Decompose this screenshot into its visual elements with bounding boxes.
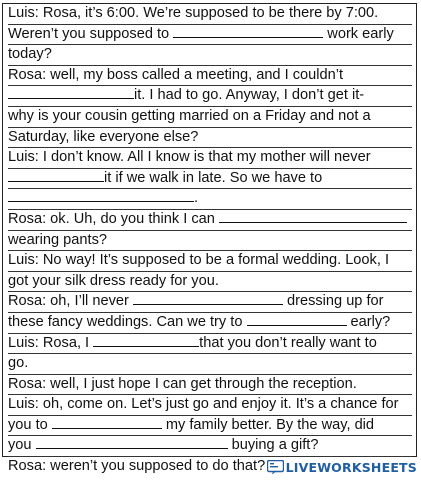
dialogue-line [8, 313, 412, 334]
dialogue-text: Luis: oh, come on. Let’s just go and enjoy it. It’s a chance for [8, 396, 399, 413]
dialogue-line [8, 4, 412, 25]
dialogue-text: you [8, 437, 36, 454]
dialogue-text: Rosa: well, my boss called a meeting, and I couldn’t [8, 66, 344, 83]
dialogue-text: Rosa: oh, I’ll never [8, 293, 133, 310]
dialogue-text: these fancy weddings. Can we try to [8, 313, 247, 330]
answer-blank[interactable] [219, 210, 407, 223]
dialogue-text: Luis: Rosa, it’s 6:00. We’re supposed to be there by 7:00. [8, 5, 379, 21]
dialogue-text: . [194, 190, 199, 207]
dialogue-text: Saturday, like everyone else? [8, 128, 199, 145]
answer-blank[interactable] [8, 189, 194, 202]
dialogue-text: Rosa: well, I just hope I can get through the reception. [8, 375, 357, 392]
dialogue-text: dressing up for [282, 293, 384, 310]
dialogue-text: wearing pants? [8, 231, 107, 248]
dialogue-text: my family better. By the way, did [161, 416, 375, 433]
dialogue-line [8, 231, 412, 252]
answer-blank[interactable] [173, 25, 323, 38]
dialogue-line [8, 354, 412, 375]
dialogue-line [8, 210, 412, 231]
brand-text: LIVEWORKSHEETS [285, 460, 417, 475]
dialogue-line [8, 66, 412, 87]
dialogue-line [8, 436, 412, 457]
answer-blank[interactable] [247, 313, 347, 326]
footer [0, 457, 421, 480]
dialogue-text: go. [8, 355, 29, 372]
liveworksheets-logo-icon [267, 460, 284, 475]
dialogue-line [8, 251, 412, 272]
dialogue-line [8, 395, 412, 416]
dialogue-text: buying a gift? [227, 437, 319, 454]
dialogue-line [8, 169, 412, 190]
dialogue-line [8, 272, 412, 293]
dialogue-line [8, 107, 412, 128]
dialogue-text: Rosa: weren’t you supposed to do that? [8, 458, 266, 475]
answer-blank[interactable] [93, 334, 199, 347]
answer-blank[interactable] [133, 292, 283, 305]
dialogue-line [8, 416, 412, 437]
dialogue-text: today? [8, 46, 52, 63]
dialogue-text: Rosa: ok. Uh, do you think I can [8, 210, 219, 227]
dialogue-text: Luis: No way! It’s supposed to be a formal wedding. Look, I [8, 252, 390, 269]
dialogue-text: Weren’t you supposed to [8, 25, 174, 42]
dialogue-text: it. I had to go. Anyway, I don’t get it- [134, 87, 365, 104]
dialogue-text: Luis: I don’t know. All I know is that my mother will never [8, 149, 371, 166]
liveworksheets-brand[interactable] [267, 459, 417, 476]
dialogue-text: early? [346, 313, 391, 330]
dialogue-text: work early [323, 25, 394, 42]
dialogue-lines [3, 4, 416, 477]
dialogue-line [8, 292, 412, 313]
dialogue-line [8, 45, 412, 66]
dialogue-line [8, 189, 412, 210]
dialogue-line [8, 86, 412, 107]
answer-blank[interactable] [8, 86, 134, 99]
dialogue-line [8, 148, 412, 169]
answer-blank[interactable] [36, 436, 228, 449]
dialogue-line [8, 128, 412, 149]
dialogue-line [8, 25, 412, 46]
dialogue-text: that you don’t really want to [199, 334, 377, 351]
dialogue-text: it if we walk in late. So we have to [104, 169, 323, 186]
dialogue-text: you to [8, 416, 52, 433]
answer-blank[interactable] [52, 416, 162, 429]
dialogue-text: got your silk dress ready for you. [8, 272, 219, 289]
dialogue-line [8, 334, 412, 355]
dialogue-line [8, 375, 412, 396]
answer-blank[interactable] [8, 169, 104, 182]
dialogue-text: why is your cousin getting married on a Friday and not a [8, 107, 371, 124]
dialogue-text: Luis: Rosa, I [8, 334, 94, 351]
